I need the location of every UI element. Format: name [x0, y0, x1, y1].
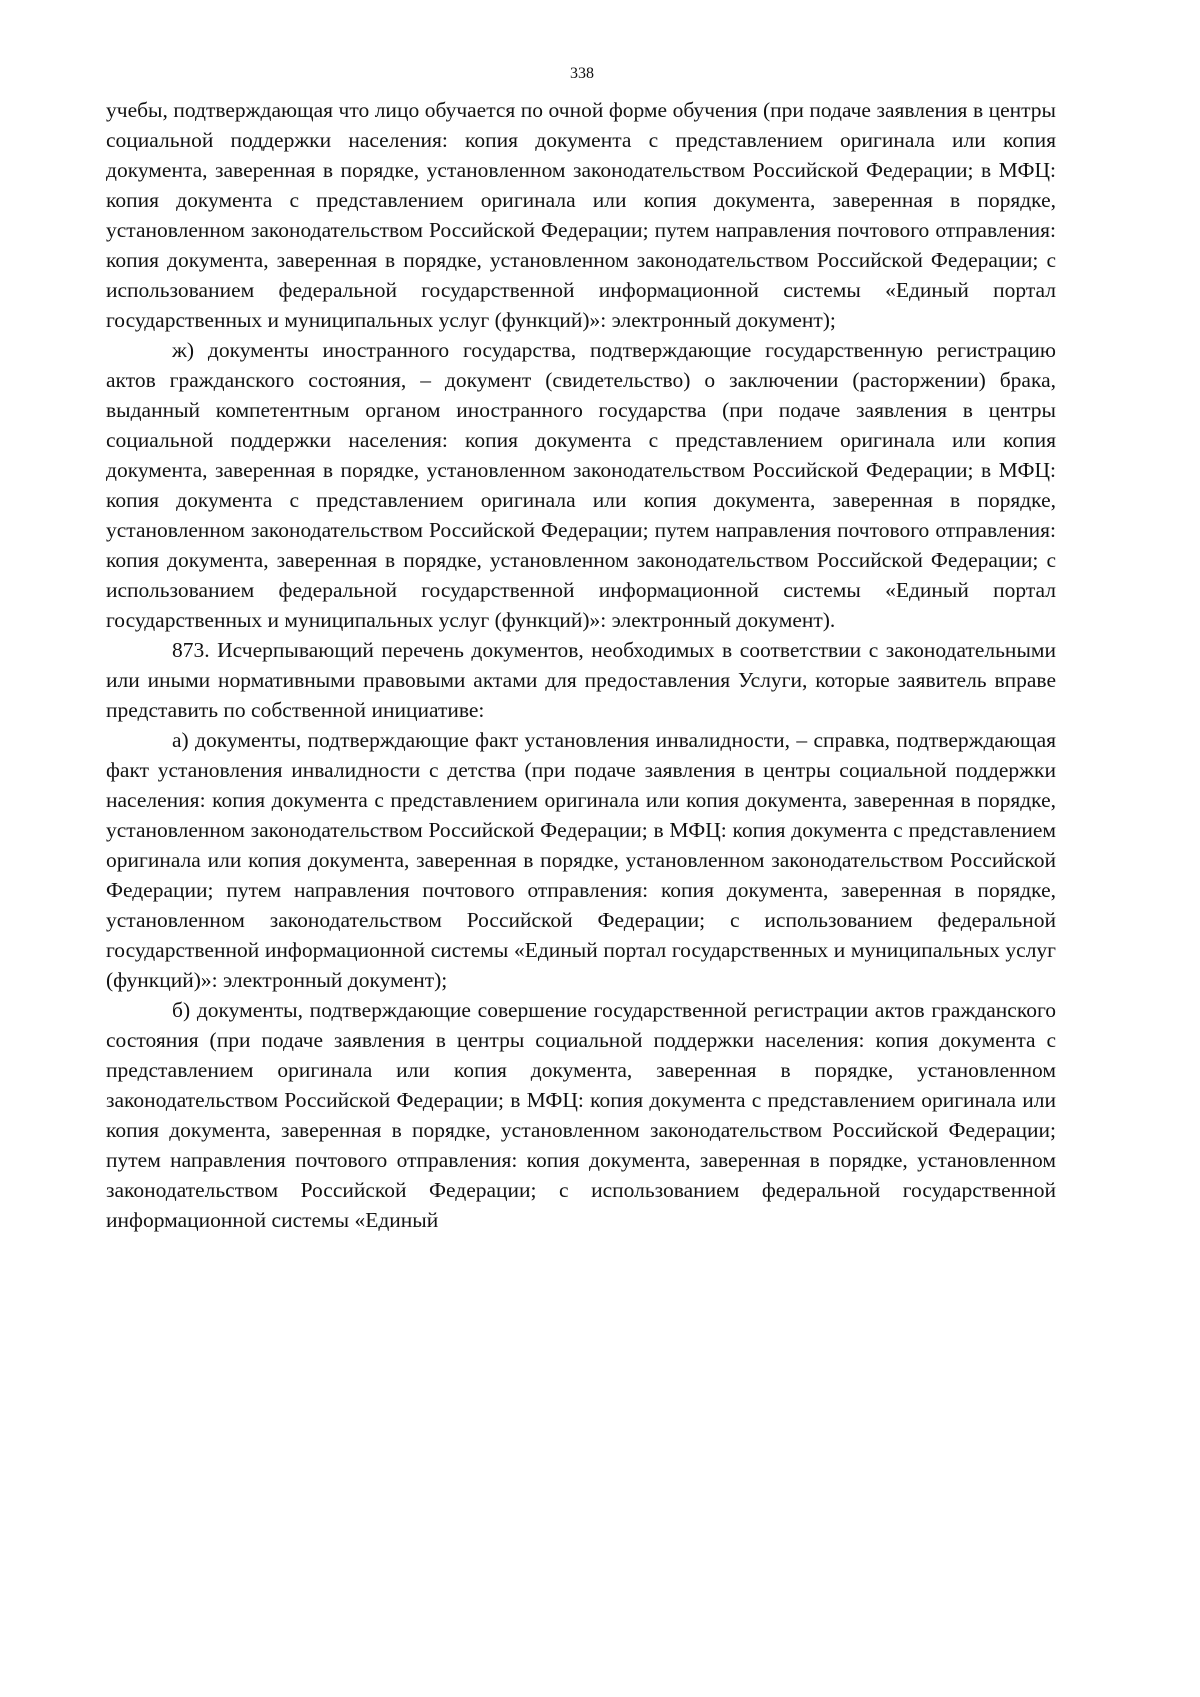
paragraph-text: документы, подтверждающие факт установления инвалидности, – справка, подтверждающая факт установления инвалидности с детства (при подаче заявления в центры социальной поддержки населения: копия документа с представлением оригинала или копия документа, заверенная в порядке, установленном законодательством Российской Федерации; в МФЦ: копия документа с представлением оригинала или копия документа, заверенная в порядке, установленном законодательством Российской Федерации; путем направления почтового отправления: копия документа, заверенная в порядке, установленном законодательством Российской Федерации; с использованием федеральной государственной информационной системы «Единый портал государственных и муниципальных услуг (функций)»: электронный документ); [106, 728, 1057, 992]
paragraph-continuation [106, 95, 1056, 335]
list-item-marker: б) [172, 998, 197, 1022]
document-body [106, 95, 1056, 1235]
list-item-marker: а) [172, 728, 196, 752]
list-item-marker: ж) [172, 338, 208, 362]
list-item-a [106, 725, 1056, 995]
clause-873 [106, 635, 1056, 725]
clause-number: 873. [172, 638, 218, 662]
paragraph-text: документы, подтверждающие совершение государственной регистрации актов гражданского состояния (при подаче заявления в центры социальной поддержки населения: копия документа с представлением оригинала или копия документа, заверенная в порядке, установленном законодательством Российской Федерации; в МФЦ: копия документа с представлением оригинала или копия документа, заверенная в порядке, установленном законодательством Российской Федерации; путем направления почтового отправления: копия документа, заверенная в порядке, установленном законодательством Российской Федерации; с использованием федеральной государственной информационной системы «Единый [106, 998, 1056, 1232]
list-item-b [106, 995, 1056, 1235]
list-item-zh [106, 335, 1056, 635]
paragraph-text: Исчерпывающий перечень документов, необходимых в соответствии с законодательными или иными нормативными правовыми актами для предоставления Услуги, которые заявитель вправе представить по собственной инициативе: [106, 638, 1056, 722]
page-number: 338 [570, 65, 594, 82]
paragraph-text: учебы, подтверждающая что лицо обучается по очной форме обучения (при подаче заявления в центры социальной поддержки населения: копия документа с представлением оригинала или копия документа, заверенная в порядке, установленном законодательством Российской Федерации; в МФЦ: копия документа с представлением оригинала или копия документа, заверенная в порядке, установленном законодательством Российской Федерации; путем направления почтового отправления: копия документа, заверенная в порядке, установленном законодательством Российской Федерации; с использованием федеральной государственной информационной системы «Единый портал государственных и муниципальных услуг (функций)»: электронный документ); [106, 98, 1056, 332]
paragraph-text: документы иностранного государства, подтверждающие государственную регистрацию актов гражданского состояния, – документ (свидетельство) о заключении (расторжении) брака, выданный компетентным органом иностранного государства (при подаче заявления в центры социальной поддержки населения: копия документа с представлением оригинала или копия документа, заверенная в порядке, установленном законодательством Российской Федерации; в МФЦ: копия документа с представлением оригинала или копия документа, заверенная в порядке, установленном законодательством Российской Федерации; путем направления почтового отправления: копия документа, заверенная в порядке, установленном законодательством Российской Федерации; с использованием федеральной государственной информационной системы «Единый портал государственных и муниципальных услуг (функций)»: электронный документ). [106, 338, 1056, 632]
